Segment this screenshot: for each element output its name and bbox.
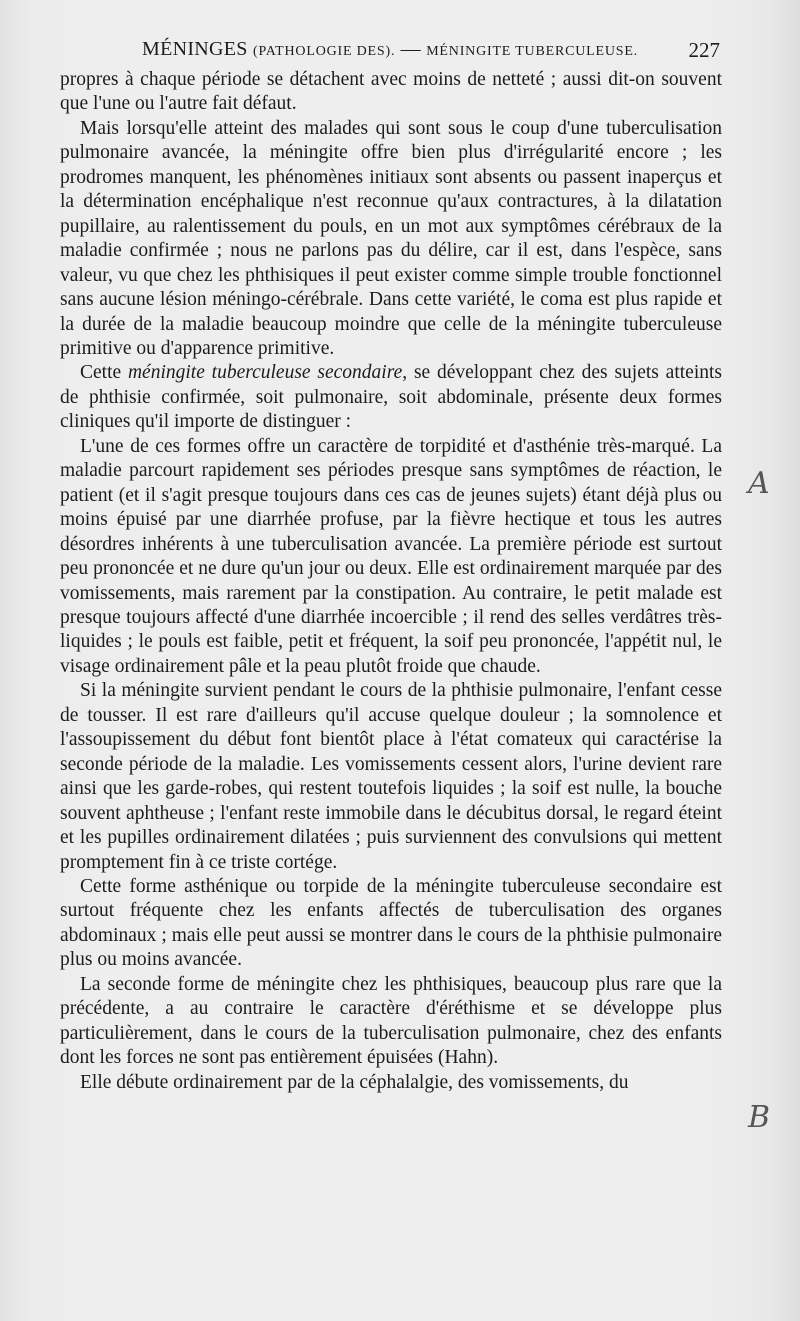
- page-number: 227: [688, 38, 720, 62]
- paragraph-secondaire-before: Cette: [80, 362, 128, 384]
- running-title: [60, 38, 720, 61]
- margin-annotation-b: B: [748, 1100, 771, 1135]
- running-head: [60, 38, 720, 68]
- paragraph-secondaire-emphasis: méningite tuberculeuse secondaire: [127, 362, 403, 384]
- paragraph-debut: Elle débute ordinairement par de la céphalalgie, des vomissements, du: [80, 1071, 629, 1093]
- margin-annotation-a: A: [748, 466, 770, 501]
- running-title-sub: MÉNINGITE TUBERCULEUSE.: [426, 44, 638, 59]
- paragraph-secondaire-after: , se développant chez des sujets atteints de phthisie confirmée, soit pulmonaire, soit abdominale, présente deux formes cliniques qu'il importe de distinguer :: [60, 362, 722, 433]
- running-title-paren: (PATHOLOGIE DES).: [253, 44, 396, 59]
- paragraph-forme-asthenique: Cette forme asthénique ou torpide de la méningite tuberculeuse secondaire est surtout fréquente chez les enfants affectés de tuberculisation des organes abdominaux ; mais elle peut aussi se montrer dans le cours de la phthisie pulmonaire plus ou moins avancée.: [60, 875, 722, 971]
- paragraph-seconde-forme: La seconde forme de méningite chez les phthisiques, beaucoup plus rare que la précédente, a au contraire le caractère d'éréthisme et se développe plus particulièrement, dans le cours de la tuberculisation pulmonaire, chez des enfants dont les forces ne sont pas entièrement épuisées (Hahn).: [60, 973, 722, 1069]
- running-title-dash: —: [400, 38, 421, 60]
- paragraph-secondaire: [60, 361, 722, 434]
- paragraph-phthisie-pulmonaire: Si la méningite survient pendant le cours de la phthisie pulmonaire, l'enfant cesse de tousser. Il est rare d'ailleurs qu'il accuse quelque douleur ; la somnolence et l'assoupissement du début font bientôt place à l'état comateux qui caractérise la seconde période de la maladie. Les vomissements cessent alors, l'urine devient rare ainsi que les garde-robes, qui restent toutefois liquides ; la soif est nulle, la bouche souvent aphtheuse ; l'enfant reste immobile dans le décubitus dorsal, le regard éteint et les pupilles ordinairement dilatées ; puis surviennent des convulsions qui mettent promptement fin à ce triste cortége.: [60, 680, 722, 873]
- paragraph-tuberculisation: Mais lorsqu'elle atteint des malades qui sont sous le coup d'une tuberculisation pulmonaire avancée, la méningite offre bien plus d'irrégularité encore ; les prodromes manquent, les phénomènes initiaux sont absents ou passent inaperçus et la détermination encéphalique n'est reconnue qu'aux contractures, à la dilatation pupillaire, au ralentissement du pouls, en un mot aux symptômes cérébraux de la maladie confirmée ; nous ne parlons pas du délire, car il est, dans l'espèce, sans valeur, vu que chez les phthisiques il peut exister comme simple trouble fonctionnel sans aucune lésion méningo-cérébrale. Dans cette variété, le coma est plus rapide et la durée de la maladie beaucoup moindre que celle de la méningite tuberculeuse primitive ou d'apparence primitive.: [60, 117, 722, 359]
- paragraph-continuation: propres à chaque période se détachent avec moins de netteté ; aussi dit-on souvent que l'une ou l'autre fait défaut.: [60, 69, 722, 115]
- body-text: [60, 68, 722, 1095]
- running-title-main: MÉNINGES: [142, 38, 248, 60]
- paragraph-forme-torpide: L'une de ces formes offre un caractère de torpidité et d'asthénie très-marqué. La maladie parcourt rapidement ses périodes presque sans symptômes de réaction, le patient (et il s'agit presque toujours dans ces cas de jeunes sujets) étant déjà plus ou moins épuisé par une diarrhée profuse, par la fièvre hectique et tous les autres désordres inhérents à une tuberculisation avancée. La première période est surtout peu prononcée et ne dure qu'un jour ou deux. Elle est ordinairement marquée par des vomissements, mais rarement par la constipation. Au contraire, le petit malade est presque toujours affecté d'une diarrhée incoercible ; il rend des selles verdâtres très-liquides ; le pouls est faible, petit et fréquent, la soif peu prononcée, l'appétit nul, le visage ordinairement pâle et la peau plutôt froide que chaude.: [60, 435, 722, 677]
